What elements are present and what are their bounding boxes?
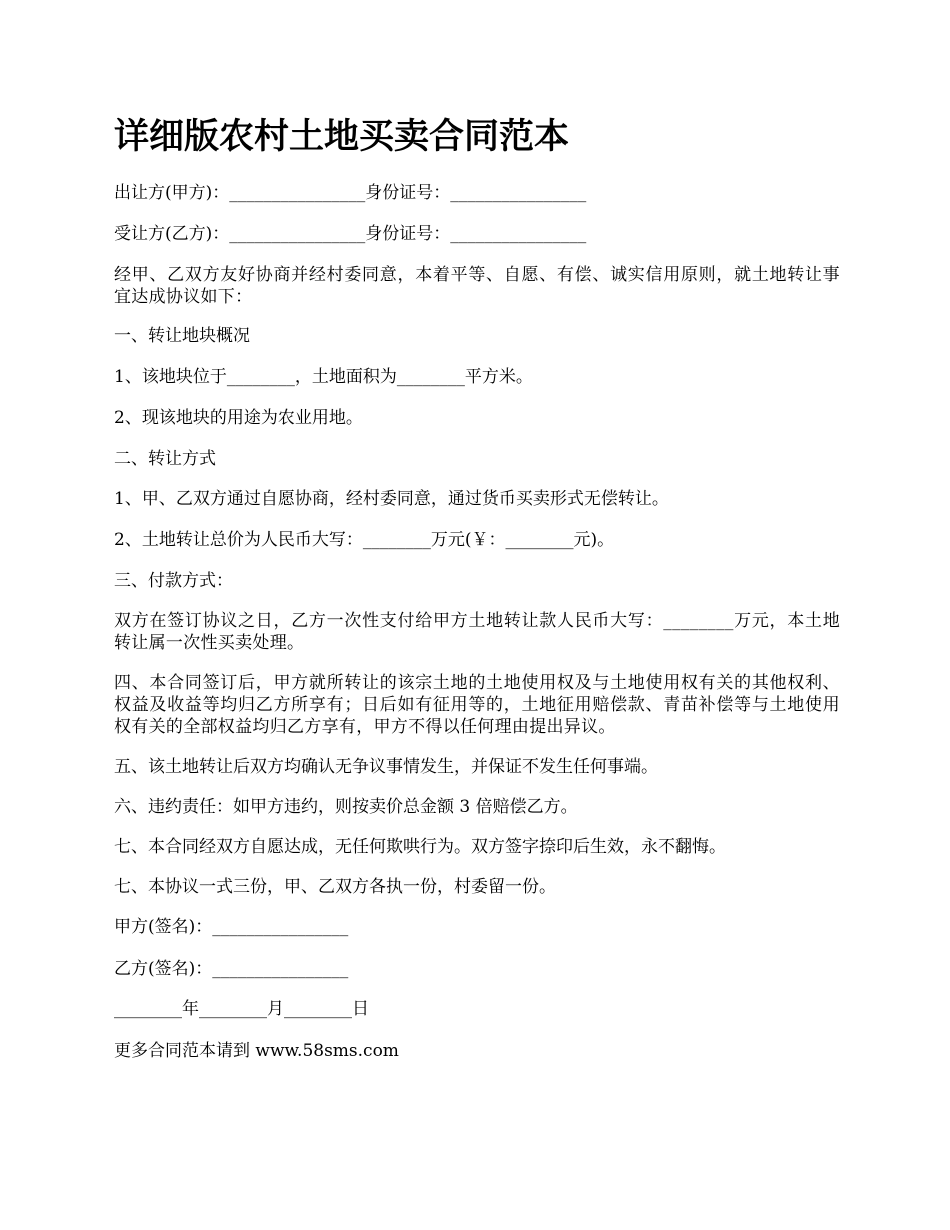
section-heading-1: 一、转让地块概况 xyxy=(114,326,250,346)
payment-paragraph: 双方在签订协议之日，乙方一次性支付给甲方土地转让款人民币大写：________万元，本土地转让属一次性买卖处理。 xyxy=(114,611,840,653)
preamble-paragraph: 经甲、乙双方友好协商并经村委同意，本着平等、自愿、有偿、诚实信用原则，就土地转让事宜达成协议如下： xyxy=(114,265,840,307)
party-a-line: 出让方(甲方)：________________身份证号：________________ xyxy=(114,183,587,203)
clause-2-1: 1、甲、乙双方通过自愿协商，经村委同意，通过货币买卖形式无偿转让。 xyxy=(114,489,669,509)
clause-2-2: 2、土地转让总价为人民币大写：________万元(￥：________元)。 xyxy=(114,530,615,550)
party-a-signature: 甲方(签名)：________________ xyxy=(114,917,349,937)
clause-1-2: 2、现该地块的用途为农业用地。 xyxy=(114,408,363,428)
section-heading-3: 三、付款方式： xyxy=(114,571,233,591)
section-7-paragraph: 七、本合同经双方自愿达成，无任何欺哄行为。双方签字捺印后生效，永不翻悔。 xyxy=(114,837,726,857)
clause-1-1: 1、该地块位于________，土地面积为________平方米。 xyxy=(114,367,533,387)
footer-note: 更多合同范本请到 www.58sms.com xyxy=(114,1041,399,1061)
date-line: ________年________月________日 xyxy=(114,999,369,1019)
section-5-paragraph: 五、该土地转让后双方均确认无争议事情发生，并保证不发生任何事端。 xyxy=(114,757,658,777)
section-7b-paragraph: 七、本协议一式三份，甲、乙双方各执一份，村委留一份。 xyxy=(114,877,556,897)
section-6-paragraph: 六、违约责任：如甲方违约，则按卖价总金额 3 倍赔偿乙方。 xyxy=(114,797,578,817)
section-4-paragraph: 四、本合同签订后，甲方就所转让的该宗土地的土地使用权及与土地使用权有关的其他权利、权益及收益等均归乙方所享有；日后如有征用等的，土地征用赔偿款、青苗补偿等与土地使用权有关的全部权益均归乙方享有，甲方不得以任何理由提出异议。 xyxy=(114,673,840,737)
document-title: 详细版农村土地买卖合同范本 xyxy=(114,117,570,157)
section-heading-2: 二、转让方式 xyxy=(114,449,216,469)
party-b-signature: 乙方(签名)：________________ xyxy=(114,959,349,979)
party-b-line: 受让方(乙方)：________________身份证号：________________ xyxy=(114,224,587,244)
